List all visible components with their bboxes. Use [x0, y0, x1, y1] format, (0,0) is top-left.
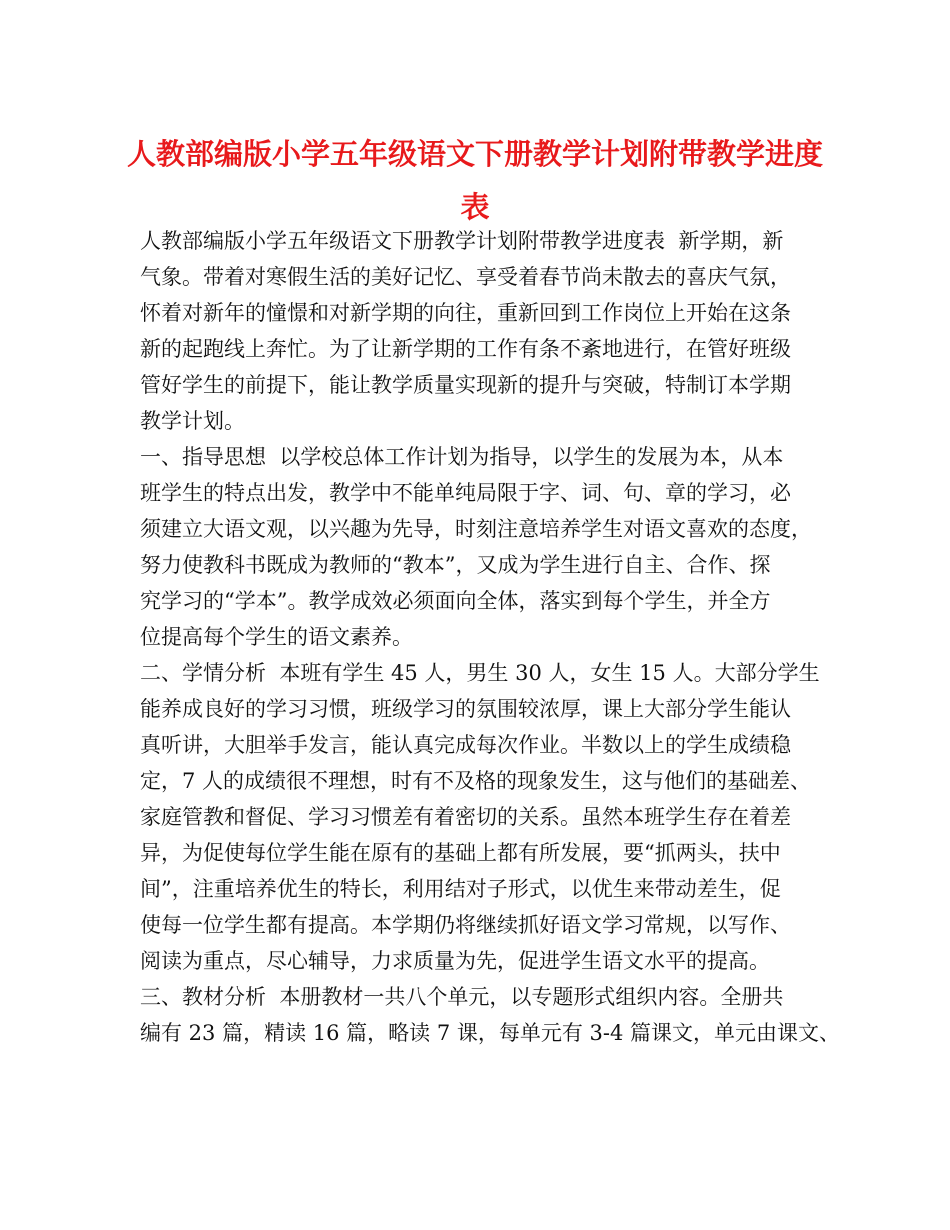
body-line-5: 管好学生的前提下，能让教学质量实现新的提升与突破，特制订本学期: [140, 373, 791, 397]
body-line-1: 人教部编版小学五年级语文下册教学计划附带教学进度表 新学期，新: [140, 229, 784, 253]
body-line-17: 家庭管教和督促、学习习惯差有着密切的关系。虽然本班学生存在着差: [140, 805, 791, 829]
body-line-6: 教学计划。: [140, 409, 245, 433]
body-line-23: 编有 23 篇，精读 16 篇，略读 7 课，每单元有 3-4 篇课文，单元由课文、: [140, 1021, 841, 1045]
body-line-19: 间”，注重培养优生的特长，利用结对子形式，以优生来带动差生，促: [140, 877, 781, 901]
body-line-7: 一、指导思想 以学校总体工作计划为指导，以学生的发展为本，从本: [140, 445, 784, 469]
body-line-16: 定，7 人的成绩很不理想，时有不及格的现象发生，这与他们的基础差、: [140, 769, 812, 793]
body-line-11: 究学习的“学本”。教学成效必须面向全体，落实到每个学生，并全方: [140, 589, 771, 613]
body-line-15: 真听讲，大胆举手发言，能认真完成每次作业。半数以上的学生成绩稳: [140, 733, 791, 757]
body-line-10: 努力使教科书既成为教师的“教本”，又成为学生进行自主、合作、探: [140, 553, 771, 577]
body-line-20: 使每一位学生都有提高。本学期仍将继续抓好语文学习常规，以写作、: [140, 913, 791, 937]
title-line-2: 表: [460, 190, 490, 224]
body-line-4: 新的起跑线上奔忙。为了让新学期的工作有条不紊地进行，在管好班级: [140, 337, 791, 361]
body-line-8: 班学生的特点出发，教学中不能单纯局限于字、词、句、章的学习，必: [140, 481, 791, 505]
body-line-21: 阅读为重点，尽心辅导，力求质量为先，促进学生语文水平的提高。: [140, 949, 770, 973]
body-line-12: 位提高每个学生的语文素养。: [140, 625, 413, 649]
body-line-9: 须建立大语文观，以兴趣为先导，时刻注意培养学生对语文喜欢的态度，: [140, 517, 812, 541]
body-line-13: 二、学情分析 本班有学生 45 人，男生 30 人，女生 15 人。大部分学生: [140, 661, 820, 685]
document-body: [140, 223, 841, 1051]
body-line-22: 三、教材分析 本册教材一共八个单元，以专题形式组织内容。全册共: [140, 985, 784, 1009]
body-line-3: 怀着对新年的憧憬和对新学期的向往，重新回到工作岗位上开始在这条: [140, 301, 791, 325]
document-title: [120, 128, 830, 234]
body-line-14: 能养成良好的学习习惯，班级学习的氛围较浓厚，课上大部分学生能认: [140, 697, 791, 721]
body-line-2: 气象。带着对寒假生活的美好记忆、享受着春节尚未散去的喜庆气氛，: [140, 265, 791, 289]
body-line-18: 异，为促使每位学生能在原有的基础上都有所发展，要“抓两头，扶中: [140, 841, 781, 865]
title-line-1: 人教部编版小学五年级语文下册教学计划附带教学进度: [126, 137, 823, 171]
